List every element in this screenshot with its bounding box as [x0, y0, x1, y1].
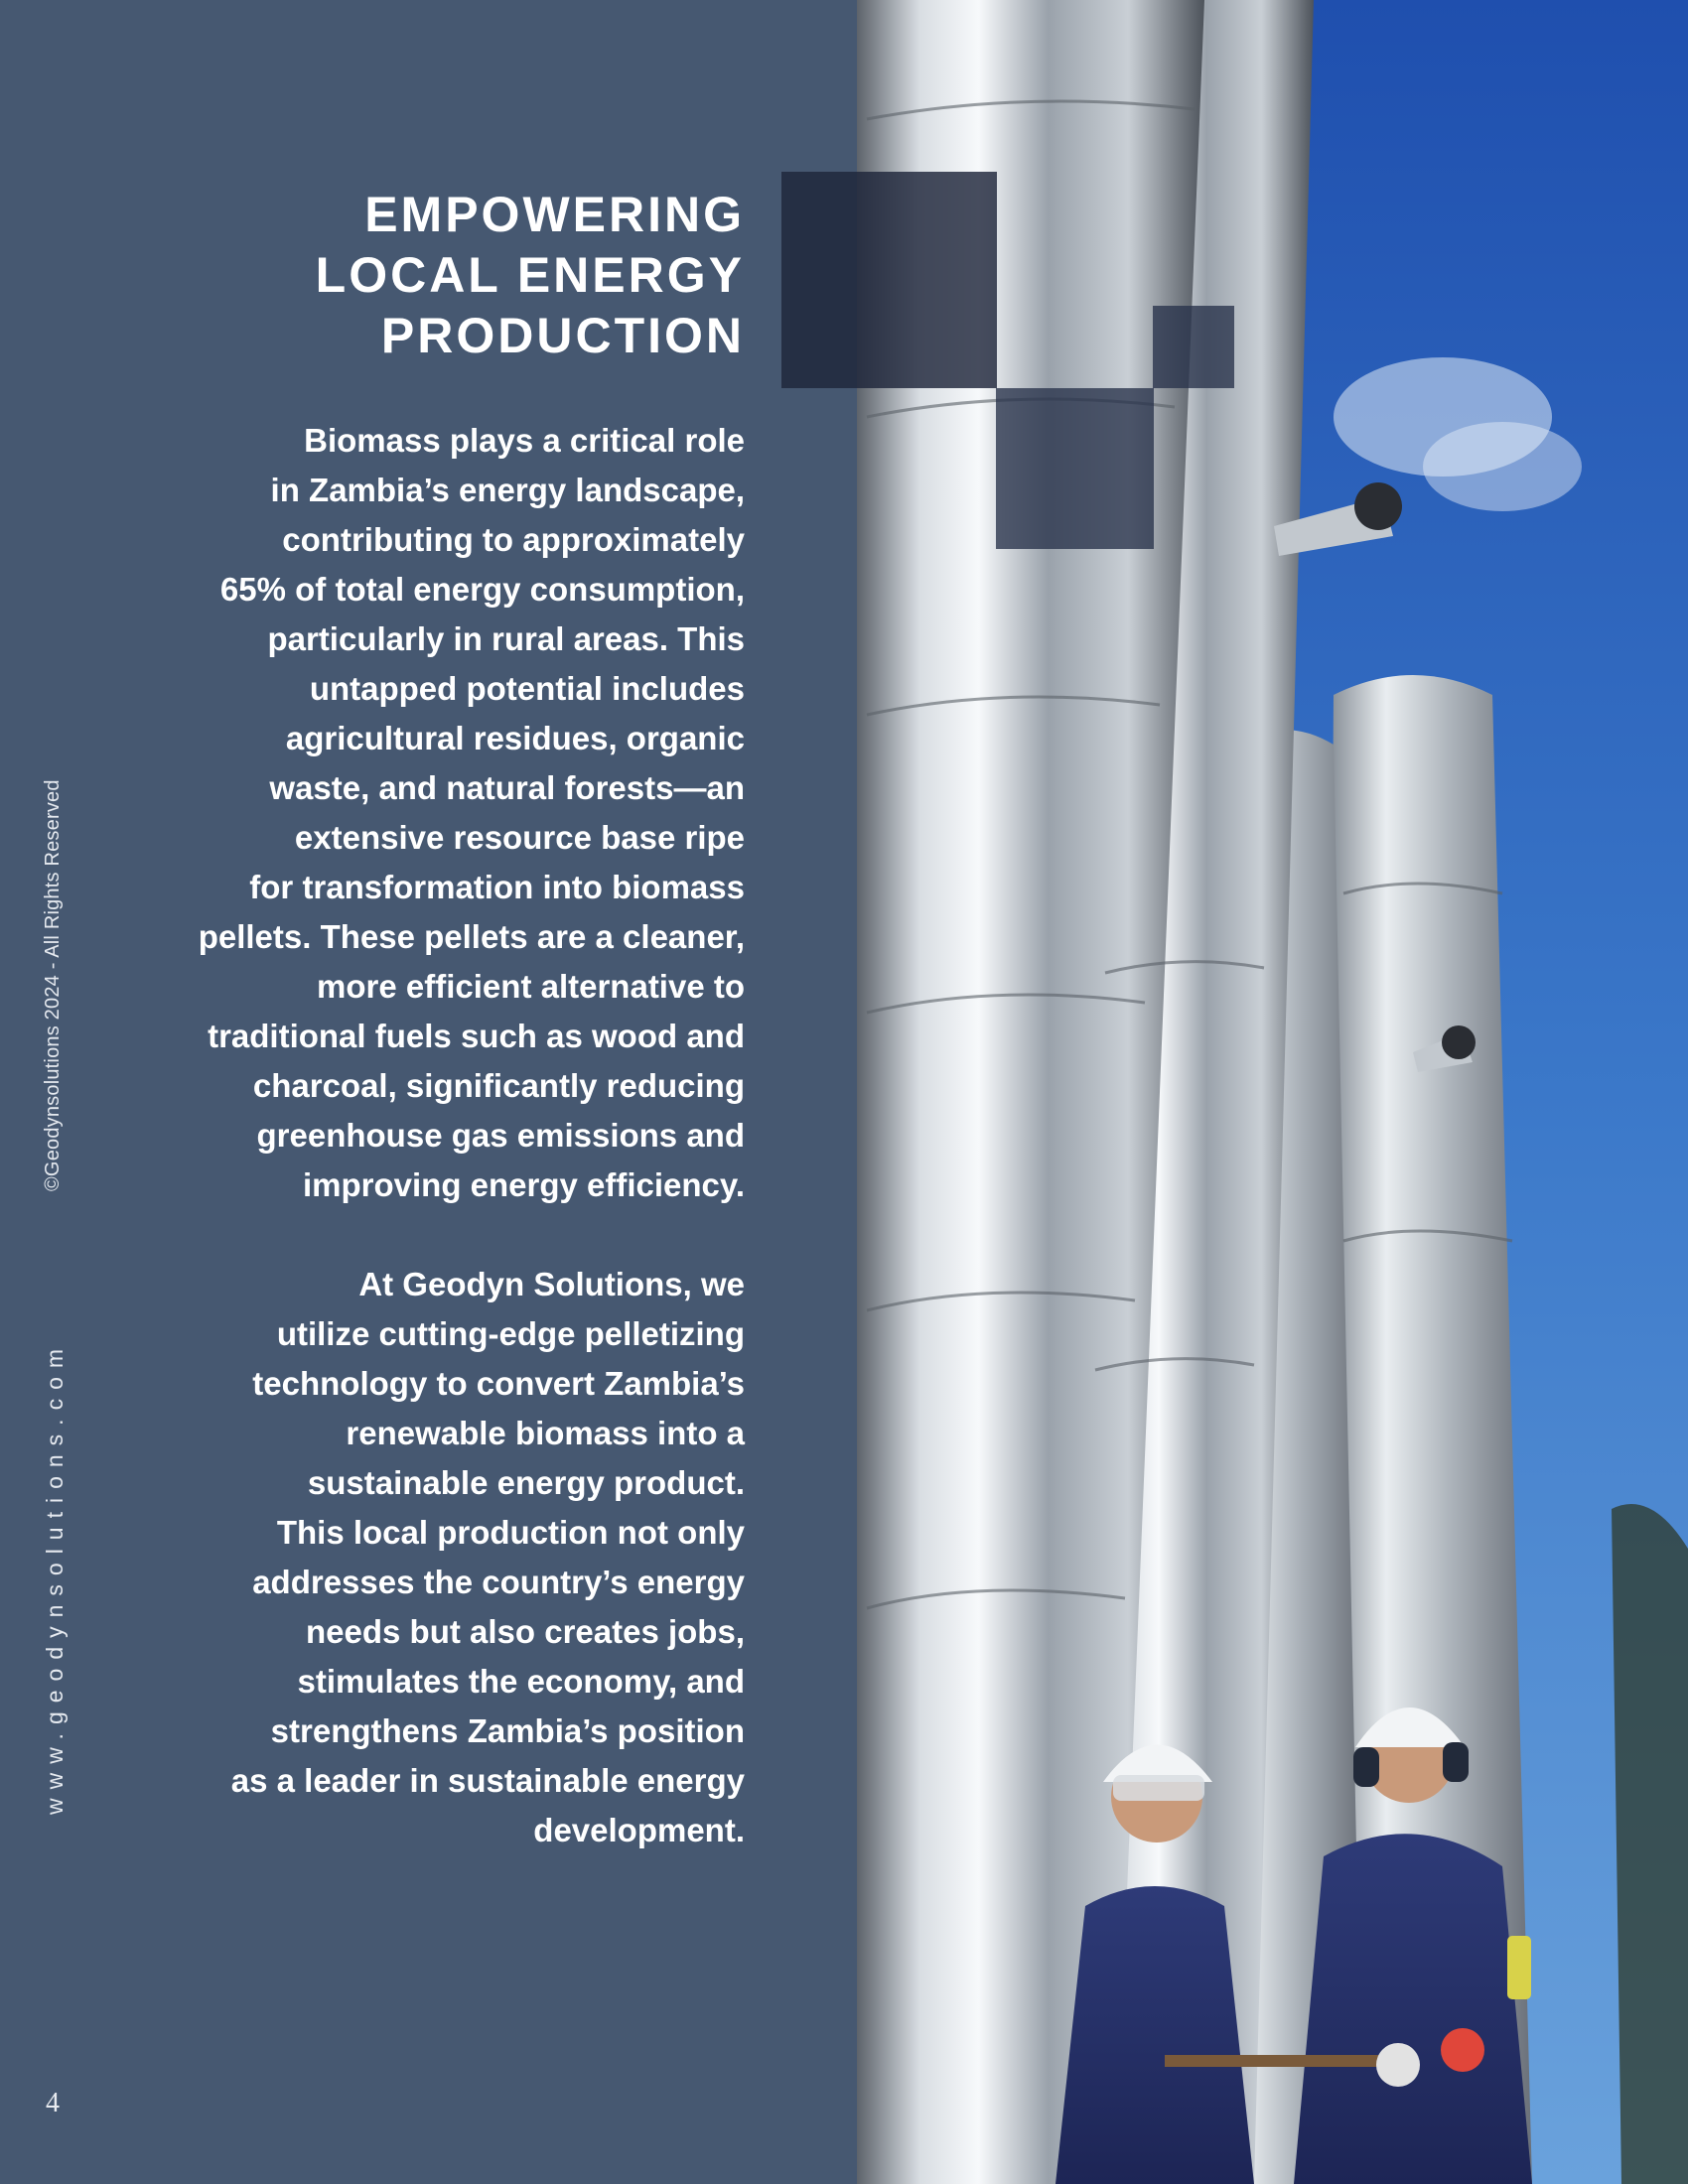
text-line: pellets. These pellets are a cleaner, — [198, 918, 745, 955]
text-line: in Zambia’s energy landscape, — [270, 472, 745, 508]
text-line: as a leader in sustainable energy — [230, 1762, 745, 1799]
text-line: stimulates the economy, and — [297, 1663, 745, 1700]
text-line: At Geodyn Solutions, we — [358, 1266, 745, 1302]
title-line: EMPOWERING — [364, 187, 745, 242]
text-line: renewable biomass into a — [346, 1415, 745, 1451]
text-line: particularly in rural areas. This — [267, 620, 745, 657]
page-title — [129, 185, 745, 366]
decorative-square-large — [781, 172, 997, 388]
decorative-square-small — [1153, 306, 1234, 388]
text-line: greenhouse gas emissions and — [256, 1117, 745, 1154]
text-line: This local production not only — [276, 1514, 745, 1551]
title-line: PRODUCTION — [380, 308, 745, 363]
text-line: technology to convert Zambia’s — [252, 1365, 745, 1402]
website-url: www.geodynsolutions.com — [42, 1339, 68, 1815]
text-line: addresses the country’s energy — [252, 1564, 745, 1600]
text-line: strengthens Zambia’s position — [270, 1712, 745, 1749]
text-line: sustainable energy product. — [307, 1464, 745, 1501]
text-line: agricultural residues, organic — [285, 720, 745, 756]
text-line: charcoal, significantly reducing — [252, 1067, 745, 1104]
paragraph-biomass-role — [89, 416, 745, 1210]
copyright-notice: ©Geodynsolutions 2024 - All Rights Reserved — [42, 779, 64, 1191]
paragraph-geodyn-production — [89, 1260, 745, 1855]
text-line: extensive resource base ripe — [294, 819, 745, 856]
text-line: improving energy efficiency. — [302, 1166, 745, 1203]
text-line: contributing to approximately — [282, 521, 745, 558]
text-line: for transformation into biomass — [249, 869, 745, 905]
text-line: utilize cutting-edge pelletizing — [276, 1315, 745, 1352]
text-line: more efficient alternative to — [317, 968, 745, 1005]
page-number: 4 — [46, 2088, 60, 2118]
decorative-square-medium — [996, 388, 1154, 549]
text-line: 65% of total energy consumption, — [219, 571, 745, 608]
text-line: needs but also creates jobs, — [306, 1613, 745, 1650]
text-line: development. — [533, 1812, 745, 1848]
text-line: waste, and natural forests—an — [269, 769, 745, 806]
text-line: untapped potential includes — [309, 670, 745, 707]
title-line: LOCAL ENERGY — [315, 247, 745, 303]
text-line: Biomass plays a critical role — [304, 422, 745, 459]
text-line: traditional fuels such as wood and — [208, 1018, 745, 1054]
